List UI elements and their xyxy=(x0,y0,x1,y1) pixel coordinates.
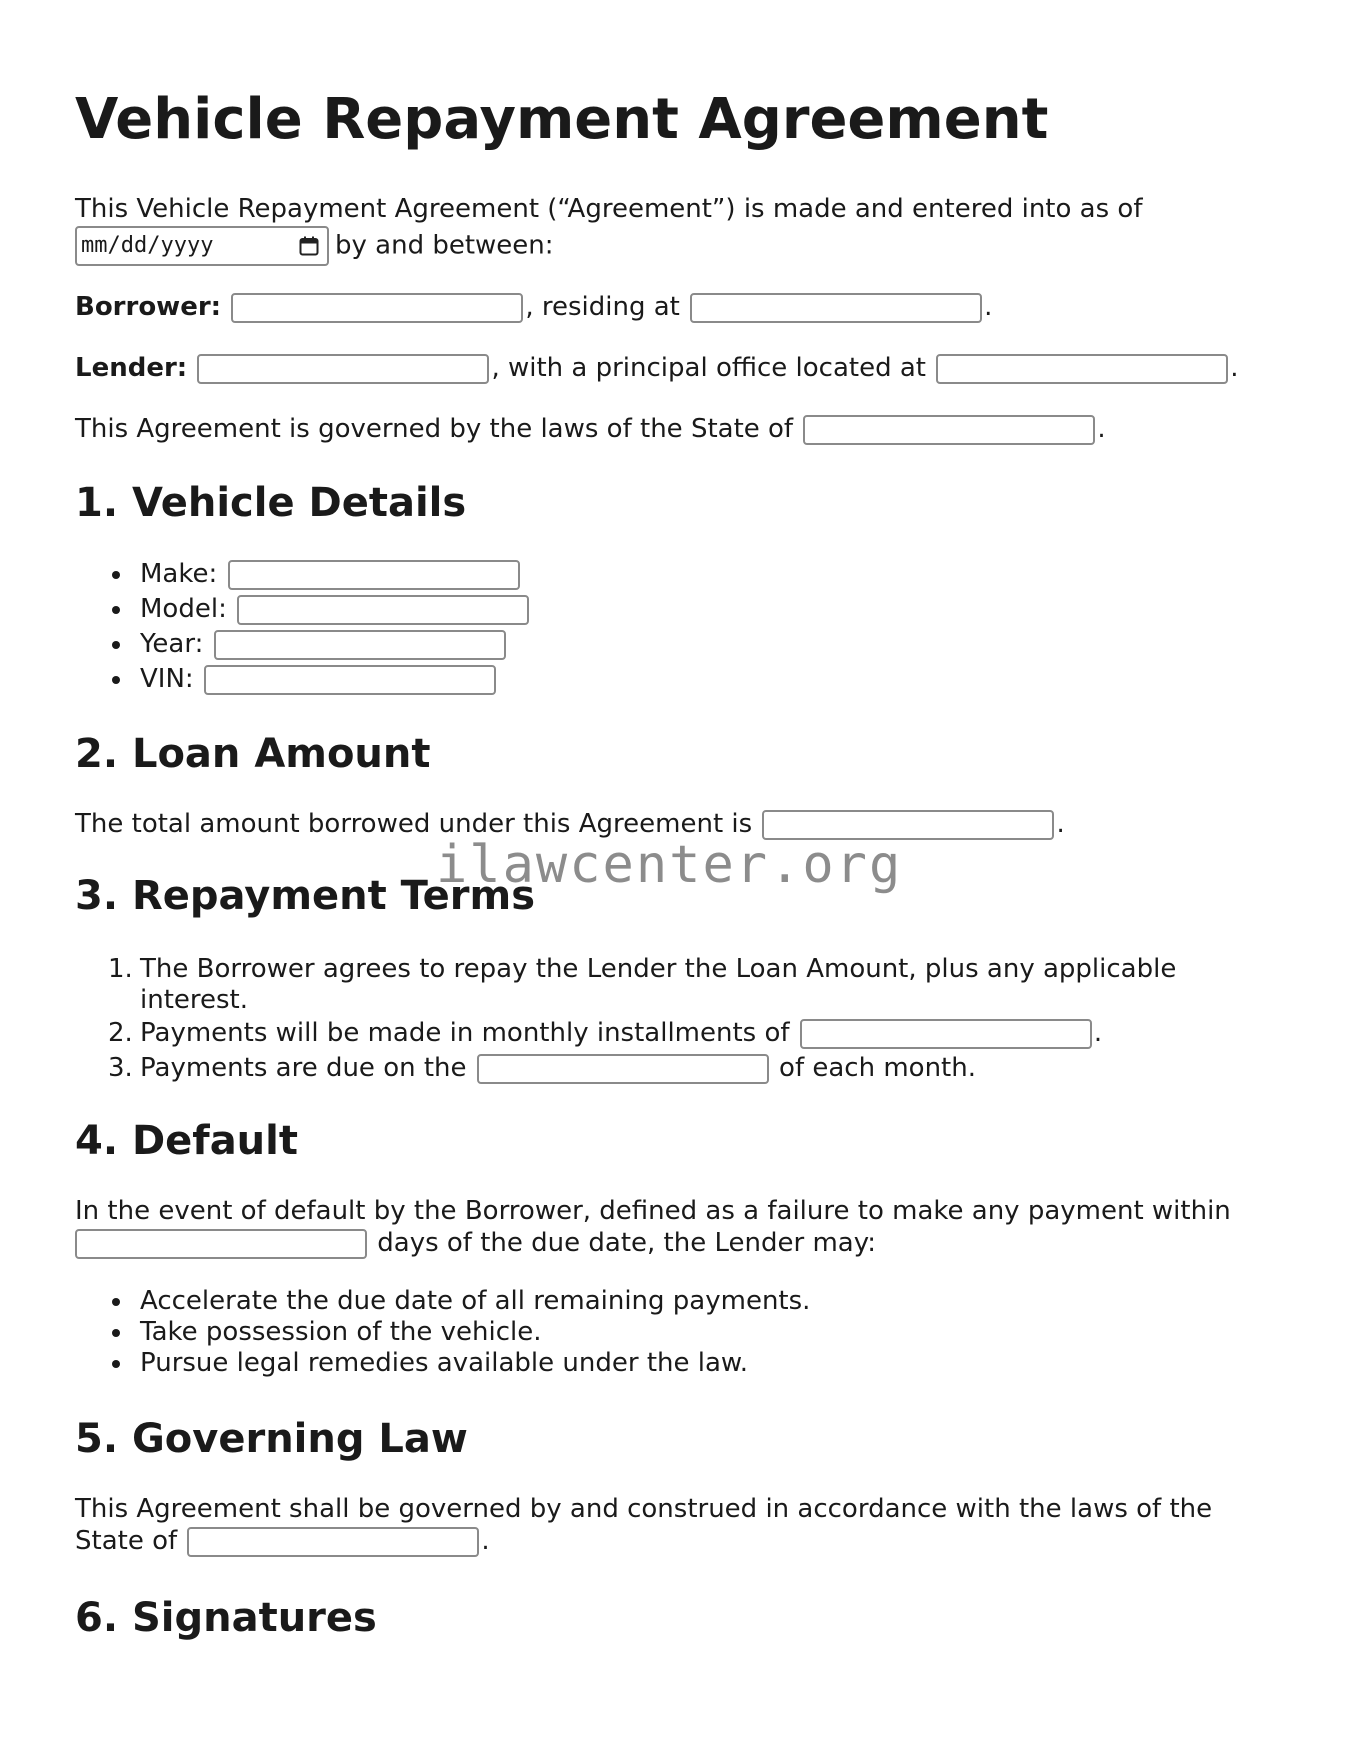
section-repayment-heading: 3. Repayment Terms xyxy=(75,873,535,919)
intro-line-2 xyxy=(75,226,554,266)
intro-by-and-between: by and between: xyxy=(335,230,554,261)
bullet-dot-icon xyxy=(112,1298,120,1306)
year-input[interactable] xyxy=(214,630,506,660)
section-governing-heading: 5. Governing Law xyxy=(75,1416,468,1462)
grace-days-input[interactable] xyxy=(75,1229,367,1259)
list-item xyxy=(75,592,531,627)
default-line-2 xyxy=(75,1227,876,1259)
intro-line-1 xyxy=(75,193,1142,225)
document-title: Vehicle Repayment Agreement xyxy=(75,87,1049,152)
remedy-text: Pursue legal remedies available under the law. xyxy=(140,1348,749,1378)
repayment-term-3-text: Payments are due on the xyxy=(140,1053,467,1083)
default-remedies-list xyxy=(75,1286,810,1379)
default-line-1 xyxy=(75,1195,1231,1227)
agreement-date-input[interactable] xyxy=(75,226,329,266)
model-input[interactable] xyxy=(237,595,529,625)
year-label: Year: xyxy=(140,629,204,659)
governing-line-2 xyxy=(75,1525,490,1557)
borrower-name-input[interactable] xyxy=(231,293,523,323)
period: . xyxy=(984,292,993,322)
due-day-input[interactable] xyxy=(477,1054,769,1084)
governing-text-line-1: This Agreement shall be governed by and construed in accordance with the laws of the xyxy=(75,1494,1213,1524)
governing-line-1 xyxy=(75,1493,1212,1525)
list-number: 2. xyxy=(108,1018,133,1048)
vin-input[interactable] xyxy=(204,665,496,695)
remedy-text: Take possession of the vehicle. xyxy=(140,1317,542,1347)
list-item xyxy=(75,662,531,697)
period: . xyxy=(1056,809,1065,839)
list-item xyxy=(75,557,531,592)
repayment-term-2-text: Payments will be made in monthly installments of xyxy=(140,1018,790,1048)
intro-text: This Vehicle Repayment Agreement (“Agreement”) is made and entered into as of xyxy=(75,194,1143,224)
make-label: Make: xyxy=(140,559,218,589)
default-text-line-1: In the event of default by the Borrower, defined as a failure to make any payment within xyxy=(75,1196,1231,1226)
section-signatures-heading: 6. Signatures xyxy=(75,1595,377,1641)
repayment-term-3-suffix: of each month. xyxy=(779,1053,976,1083)
repayment-terms-list xyxy=(75,954,1176,1084)
bullet-dot-icon xyxy=(112,1329,120,1337)
make-input[interactable] xyxy=(228,560,520,590)
watermark: ilawcenter.org xyxy=(436,835,903,895)
period: . xyxy=(481,1526,490,1556)
borrower-residing-text: , residing at xyxy=(525,292,680,322)
governing-state-input[interactable] xyxy=(187,1527,479,1557)
list-number: 1. xyxy=(108,954,133,984)
bullet-dot-icon xyxy=(112,676,120,684)
vehicle-details-list xyxy=(75,557,531,697)
governed-text: This Agreement is governed by the laws of the State of xyxy=(75,414,794,444)
list-item xyxy=(75,1053,1176,1084)
monthly-installment-input[interactable] xyxy=(800,1019,1092,1049)
section-default-heading: 4. Default xyxy=(75,1118,298,1164)
governing-text-line-2: State of xyxy=(75,1526,178,1556)
lender-label: Lender: xyxy=(75,353,188,383)
period: . xyxy=(1093,1018,1103,1048)
repayment-term-1-line-1: The Borrower agrees to repay the Lender the Loan Amount, plus any applicable xyxy=(140,954,1177,984)
lender-name-input[interactable] xyxy=(197,354,489,384)
model-label: Model: xyxy=(140,594,227,624)
remedy-text: Accelerate the due date of all remaining payments. xyxy=(140,1286,811,1316)
list-item xyxy=(75,1286,810,1317)
date-placeholder: mm/dd/yyyy xyxy=(81,233,214,258)
borrower-line xyxy=(75,291,992,323)
bullet-dot-icon xyxy=(112,641,120,649)
lender-address-input[interactable] xyxy=(936,354,1228,384)
list-item xyxy=(75,1018,1176,1049)
bullet-dot-icon xyxy=(112,606,120,614)
lender-line xyxy=(75,352,1239,384)
loan-amount-text: The total amount borrowed under this Agreement is xyxy=(75,809,753,839)
state-input[interactable] xyxy=(803,415,1095,445)
period: . xyxy=(1230,353,1239,383)
list-item xyxy=(75,954,1176,1016)
list-item xyxy=(75,1317,810,1348)
section-vehicle-heading: 1. Vehicle Details xyxy=(75,480,467,526)
vin-label: VIN: xyxy=(140,664,194,694)
list-item xyxy=(75,627,531,662)
section-loan-heading: 2. Loan Amount xyxy=(75,731,431,777)
period: . xyxy=(1097,414,1106,444)
repayment-term-1-line-2: interest. xyxy=(140,985,249,1015)
borrower-address-input[interactable] xyxy=(690,293,982,323)
default-text-line-2: days of the due date, the Lender may: xyxy=(377,1228,876,1258)
calendar-icon[interactable] xyxy=(299,236,319,256)
governed-line xyxy=(75,413,1106,445)
list-number: 3. xyxy=(108,1053,133,1083)
lender-office-text: , with a principal office located at xyxy=(491,353,926,383)
borrower-label: Borrower: xyxy=(75,292,222,322)
list-item xyxy=(75,1348,810,1379)
bullet-dot-icon xyxy=(112,1360,120,1368)
bullet-dot-icon xyxy=(112,571,120,579)
